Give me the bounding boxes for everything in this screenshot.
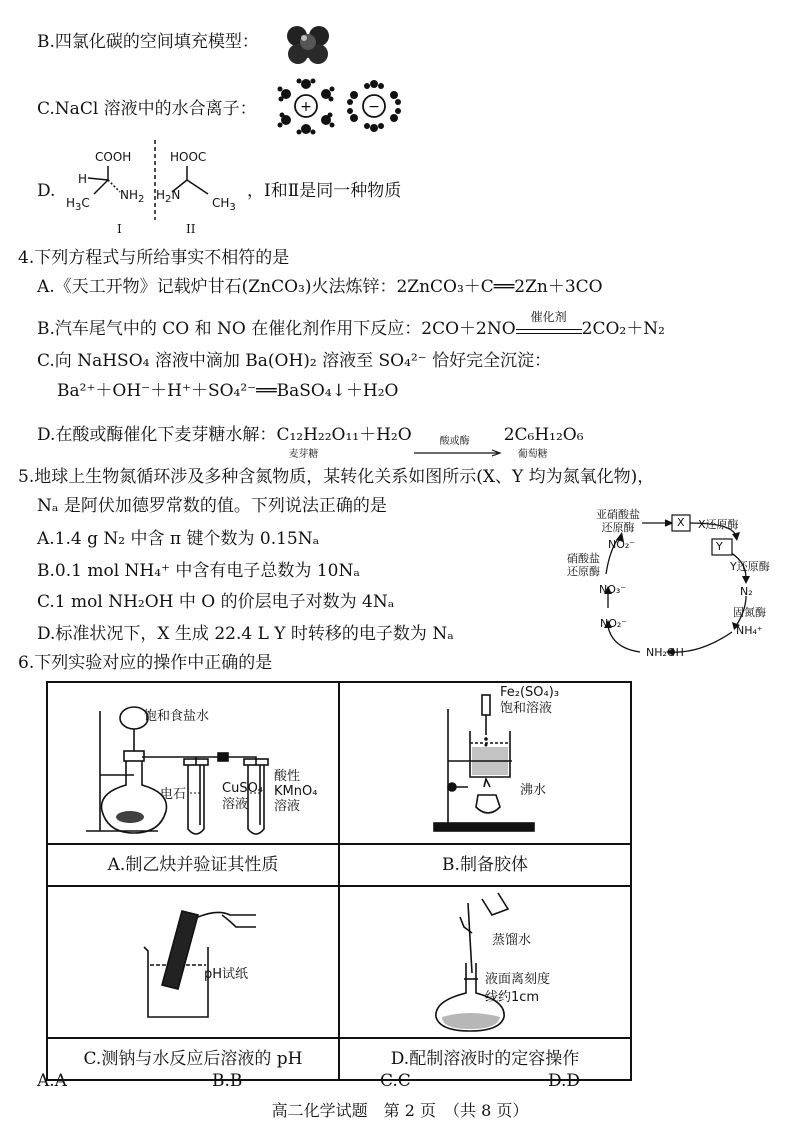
no2-top-label: NO₂⁻ <box>608 538 636 551</box>
q3-option-b: B.四氯化碳的空间填充模型： <box>37 32 259 52</box>
no2-bottom-label: NO₂⁻ <box>600 617 628 630</box>
kmno4-label: 酸性 KMnO₄ 溶液 <box>274 769 318 814</box>
caption-c: C.测钠与水反应后溶液的 pH <box>48 1037 338 1079</box>
x-box-label: X <box>677 516 685 529</box>
q4-option-c: C.向 NaHSO₄ 溶液中滴加 Ba(OH)₂ 溶液至 SO₄²⁻ 恰好完全沉淀： <box>37 351 552 371</box>
nh2-label: $NH_2$ <box>120 188 145 205</box>
nitrite-reductase-label: 亚硝酸盐 还原酶 <box>596 508 640 534</box>
answer-option-d: D.D <box>548 1071 581 1091</box>
experiment-table <box>46 681 632 1081</box>
y-reductase-label: Y还原酶 <box>730 560 770 573</box>
glucose-label: 葡萄糖 <box>517 449 548 460</box>
q5-option-d: D.标准状况下，X 生成 22.4 L Y 时转移的电子数为 Nₐ <box>37 624 454 644</box>
experiment-cell-b <box>339 682 631 886</box>
caption-a: A.制乙炔并验证其性质 <box>48 843 338 885</box>
experiment-cell-a <box>47 682 339 886</box>
fe2so43-label: Fe₂(SO₄)₃ 饱和溶液 <box>500 685 560 716</box>
q4-option-d: D.在酸或酶催化下麦芽糖水解：C₁₂H₂₂O₁₁＋H₂O 麦芽糖 酸或酶 2C₆H₁₂O₆ 葡萄糖 <box>37 424 584 446</box>
q5-option-a: A.1.4 g N₂ 中含 π 键个数为 0.15Nₐ <box>37 529 320 549</box>
hooc-label: HOOC <box>170 150 207 164</box>
carbide-label: 电石 <box>160 787 187 802</box>
nitrate-reductase-label: 硝酸盐 还原酶 <box>567 552 600 578</box>
h-label: H <box>78 172 88 186</box>
answer-option-c: C.C <box>380 1071 411 1091</box>
cooh-label: COOH <box>95 150 132 164</box>
q5-stem-line2: Nₐ 是阿伏加德罗常数的值。下列说法正确的是 <box>37 496 387 516</box>
caption-b: B.制备胶体 <box>340 843 630 885</box>
q6-stem: 6.下列实验对应的操作中正确的是 <box>18 653 273 673</box>
nh4-label: NH₄⁺ <box>736 624 763 637</box>
caption-d: D.配制溶液时的定容操作 <box>340 1037 630 1079</box>
ccl4-model-image <box>286 22 330 66</box>
q4-option-b: B.汽车尾气中的 CO 和 NO 在催化剂作用下反应：2CO＋2NO 催化剂 2CO₂＋N₂ <box>37 318 665 340</box>
n2-label: N₂ <box>740 585 753 598</box>
q3-option-d-prefix: D. <box>37 181 56 201</box>
structure-bonds <box>60 140 260 220</box>
page-footer: 高二化学试题 第 2 页 （共 8 页） <box>271 1101 529 1120</box>
ph-paper-label: pH试纸 <box>204 967 249 982</box>
liquid-level-label: 液面离刻度 线约1cm <box>485 972 551 1005</box>
nitrogenase-label: 固氮酶 <box>733 606 766 619</box>
q5-option-c: C.1 mol NH₂OH 中 O 的价层电子对数为 4Nₐ <box>37 592 395 612</box>
svg-text:+: + <box>300 99 312 115</box>
svg-text:−: − <box>368 99 380 115</box>
boiling-water-label: 沸水 <box>520 783 547 798</box>
brine-label: 饱和食盐水 <box>144 709 210 724</box>
x-reductase-label: X还原酶 <box>698 518 739 531</box>
experiment-cell-c <box>47 886 339 1080</box>
nh2oh-label: NH₂OH <box>646 646 684 659</box>
experiment-cell-d <box>339 886 631 1080</box>
answer-option-a: A.A <box>37 1071 67 1091</box>
y-box-label: Y <box>716 540 723 553</box>
answer-option-b: B.B <box>212 1071 243 1091</box>
distilled-water-label: 蒸馏水 <box>492 933 532 948</box>
q4-option-a: A.《天工开物》记载炉甘石(ZnCO₃)火法炼锌：2ZnCO₃＋C══2Zn＋3CO <box>37 277 603 297</box>
catalyst-label: 催化剂 <box>530 310 567 324</box>
ch3-label: $CH_3$ <box>212 196 236 213</box>
q5-option-b: B.0.1 mol NH₄⁺ 中含有电子总数为 10Nₐ <box>37 561 360 581</box>
h3c-label: $H_3C$ <box>66 196 90 213</box>
maltose-label: 麦芽糖 <box>288 449 319 460</box>
hydrated-ions-image <box>274 78 404 136</box>
volumetric-flask-drawing <box>420 893 560 1033</box>
q5-stem-line1: 5.地球上生物氮循环涉及多种含氮物质，某转化关系如图所示(X、Y 均为氮氧化物)， <box>18 467 655 487</box>
no3-label: NO₃⁻ <box>599 583 627 596</box>
acid-enzyme-label: 酸或酶 <box>439 436 470 447</box>
h2n-label: $H_2N$ <box>156 188 181 205</box>
q3-option-c: C.NaCl 溶液中的水合离子： <box>37 99 257 119</box>
cuso4-label: CuSO₄ 溶液 <box>222 781 264 812</box>
label-ii: II <box>186 222 196 236</box>
q3-option-d-text: ，Ⅰ和Ⅱ是同一种物质 <box>247 181 402 201</box>
q4-option-c-equation: Ba²⁺＋OH⁻＋H⁺＋SO₄²⁻══BaSO₄↓＋H₂O <box>57 381 399 401</box>
q4-stem: 4.下列方程式与所给事实不相符的是 <box>18 248 290 268</box>
label-i: I <box>117 222 122 236</box>
